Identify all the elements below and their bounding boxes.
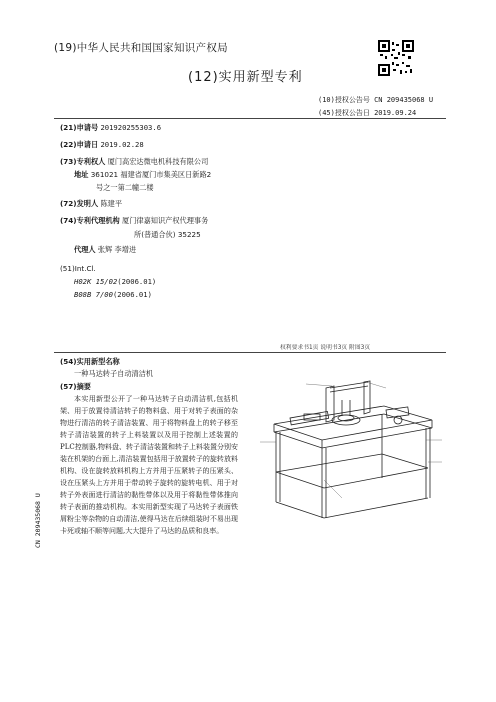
page-count-info: 权利要求书1页 说明书3页 附图3页 — [280, 345, 371, 351]
application-date: 2019.02.28 — [100, 140, 144, 149]
machine-drawing — [246, 380, 446, 520]
agency-line-2: 所(普通合伙) 35225 — [134, 230, 201, 239]
address-label: 地址 — [74, 170, 89, 179]
application-number: 201920255303.6 — [100, 123, 162, 132]
header-rule — [54, 118, 446, 119]
ipc-code-2: B08B 7/00 — [74, 290, 113, 299]
address-line-2: 号之一第二幢二楼 — [96, 183, 154, 192]
utility-model-title: 一种马达转子自动清洁机 — [74, 369, 154, 378]
side-publication-code: CN 209435068 U — [34, 493, 42, 548]
ipc-row-2 — [74, 289, 152, 300]
inventor-label: (72)发明人 — [60, 199, 99, 208]
agency-line-1: 厦门律嘉知识产权代理事务 — [122, 216, 209, 225]
patent-type-title: (12)实用新型专利 — [188, 70, 303, 85]
agency-row — [60, 215, 208, 226]
ipc-date-2: (2006.01) — [112, 290, 152, 299]
publication-number: (10)授权公告号 CN 209435068 U — [318, 96, 434, 104]
agent-label: 代理人 — [74, 245, 96, 254]
issuing-office: (19)中华人民共和国国家知识产权局 — [54, 42, 228, 54]
section-rule — [54, 352, 446, 353]
address-line-1: 361021 福建省厦门市集美区日新路2 — [90, 170, 212, 179]
owner-row — [60, 156, 208, 167]
agent-row — [74, 244, 136, 255]
owner-name: 厦门高宏达微电机科技有限公司 — [107, 157, 209, 166]
abstract-label — [60, 381, 91, 392]
ipc-date-1: (2006.01) — [117, 277, 157, 286]
application-number-row — [60, 122, 161, 133]
owner-label: (73)专利权人 — [60, 157, 106, 166]
publication-date: (45)授权公告日 2019.09.24 — [318, 109, 417, 117]
title-label-text: (54)实用新型名称 — [60, 357, 120, 366]
agency-label: (74)专利代理机构 — [60, 216, 120, 225]
abstract-text: 本实用新型公开了一种马达转子自动清洁机,包括机架、用于放置待清洁转子的物料盘、用于对转子表面的杂物进行清洁的转子清洁装置、用于将物料盘上的转子移至转子清洁装置的转子上料装置以及用于控制上述装置的PLC控制器,物料盘、转子清洁装置和转子上料装置分别安装在机架的台面上,清洁装置包括用于放置转子的旋转放料机构、设在旋转放料机构上方并用于压紧转子的压紧头、设在压紧头上方并用于带动转子旋转的旋转电机、用于对转子外表面进行清洁的黏性带体以及用于将黏性带体推向转子表面的推动机构。本实用新型实现了马达转子表面铁屑粉尘等杂物的自动清洁,使得马达在后续组装时不易出现卡死或轴不顺等问题,大大提升了马达的品质和良率。 — [60, 395, 238, 535]
ipc-label: (51)Int.Cl. — [60, 264, 96, 273]
inventor-row — [60, 198, 122, 209]
application-number-label: (21)申请号 — [60, 123, 99, 132]
agent-names: 张辉 李增进 — [97, 245, 137, 254]
inventor-name: 陈建平 — [100, 199, 123, 208]
abstract-label-text: (57)摘要 — [60, 382, 91, 391]
application-date-label: (22)申请日 — [60, 140, 99, 149]
title-label — [60, 356, 120, 367]
qr-code — [378, 40, 414, 76]
application-date-row — [60, 139, 144, 150]
ipc-code-1: H02K 15/02 — [74, 277, 118, 286]
address-row — [74, 169, 211, 180]
ipc-row-1 — [74, 276, 156, 287]
